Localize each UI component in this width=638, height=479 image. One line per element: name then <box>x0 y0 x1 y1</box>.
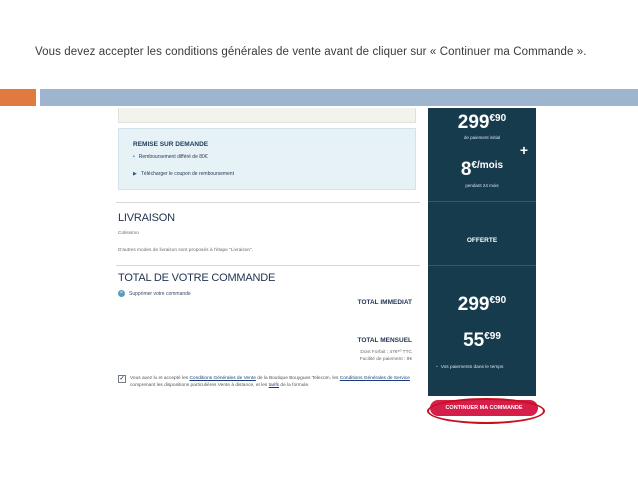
payments-timeline-link[interactable]: • Vos paiements dans le temps <box>436 365 504 370</box>
close-icon: × <box>118 290 125 297</box>
livraison-mode: Colissimo <box>118 231 139 236</box>
total-title: TOTAL DE VOTRE COMMANDE <box>118 272 276 284</box>
slide-accent-bar-orange <box>0 89 36 106</box>
slide-accent-bar-blue <box>40 89 638 106</box>
panel-divider <box>428 201 536 202</box>
price-initial-note: de paiement initial <box>463 135 501 140</box>
remove-order-link[interactable]: × Supprimer votre commande <box>118 290 191 297</box>
livraison-title: LIVRAISON <box>118 212 175 224</box>
remise-title: REMISE SUR DEMANDE <box>133 141 209 148</box>
livraison-offerte: OFFERTE <box>466 237 498 244</box>
divider <box>116 202 420 203</box>
total-mensuel-price: $55^{€99}$ <box>463 330 501 351</box>
cgv-link[interactable]: Conditions Générales de Vente <box>189 376 256 381</box>
continuer-commande-button[interactable]: CONTINUER MA COMMANDE <box>430 400 538 416</box>
previous-section-box <box>118 108 416 123</box>
slide-caption: Vous devez accepter les conditions générales de vente avant de cliquer sur « Continuer ma Commande ». <box>35 46 587 58</box>
bullet-icon: • <box>436 365 438 370</box>
order-details-column <box>112 108 428 398</box>
remise-box <box>118 128 416 190</box>
total-immediat-price: $299^{€90}$ <box>457 294 507 315</box>
arrow-right-icon: ▶ <box>133 171 137 177</box>
plus-sign: + <box>519 142 528 158</box>
panel-divider <box>428 265 536 266</box>
total-immediat-label: TOTAL IMMEDIAT <box>357 299 412 306</box>
detail-facilite: Facilité de paiement : 8€ <box>359 357 412 362</box>
price-monthly-note: pendant 24 mois <box>465 183 499 188</box>
accept-conditions-text: Vous avez lu et accepté les Conditions Générales de Vente de la Boutique Bouygues Telecom, les Conditions Générales de Service comprenant les dispositions particulières Vente à distance, et les tarifs de la formule. <box>130 376 410 388</box>
order-summary-screenshot <box>112 108 542 428</box>
divider <box>116 265 420 266</box>
remise-item-coupon-link[interactable]: ▶ Télécharger le coupon de remboursement <box>133 171 234 177</box>
accept-conditions-checkbox[interactable]: ✓ <box>119 376 125 382</box>
highlight-ring <box>427 398 545 424</box>
bullet-icon: • <box>133 154 135 160</box>
tarifs-link[interactable]: tarifs <box>268 383 280 388</box>
price-monthly: $8^{€/mois}$ <box>460 159 504 180</box>
livraison-note: D'autres modes de livraison sont proposés à l'étape "Livraison". <box>118 248 254 253</box>
total-mensuel-label: TOTAL MENSUEL <box>357 337 412 344</box>
price-initial: $299^{€90}$ <box>457 112 507 133</box>
detail-forfait: Dont Forfait : 47€⁸⁰ TTC <box>360 350 412 355</box>
cgs-link[interactable]: Conditions Générales de Service <box>339 376 410 381</box>
price-summary-panel <box>428 108 536 396</box>
remise-item-remboursement: • Remboursement différé de 80€ <box>133 154 208 160</box>
